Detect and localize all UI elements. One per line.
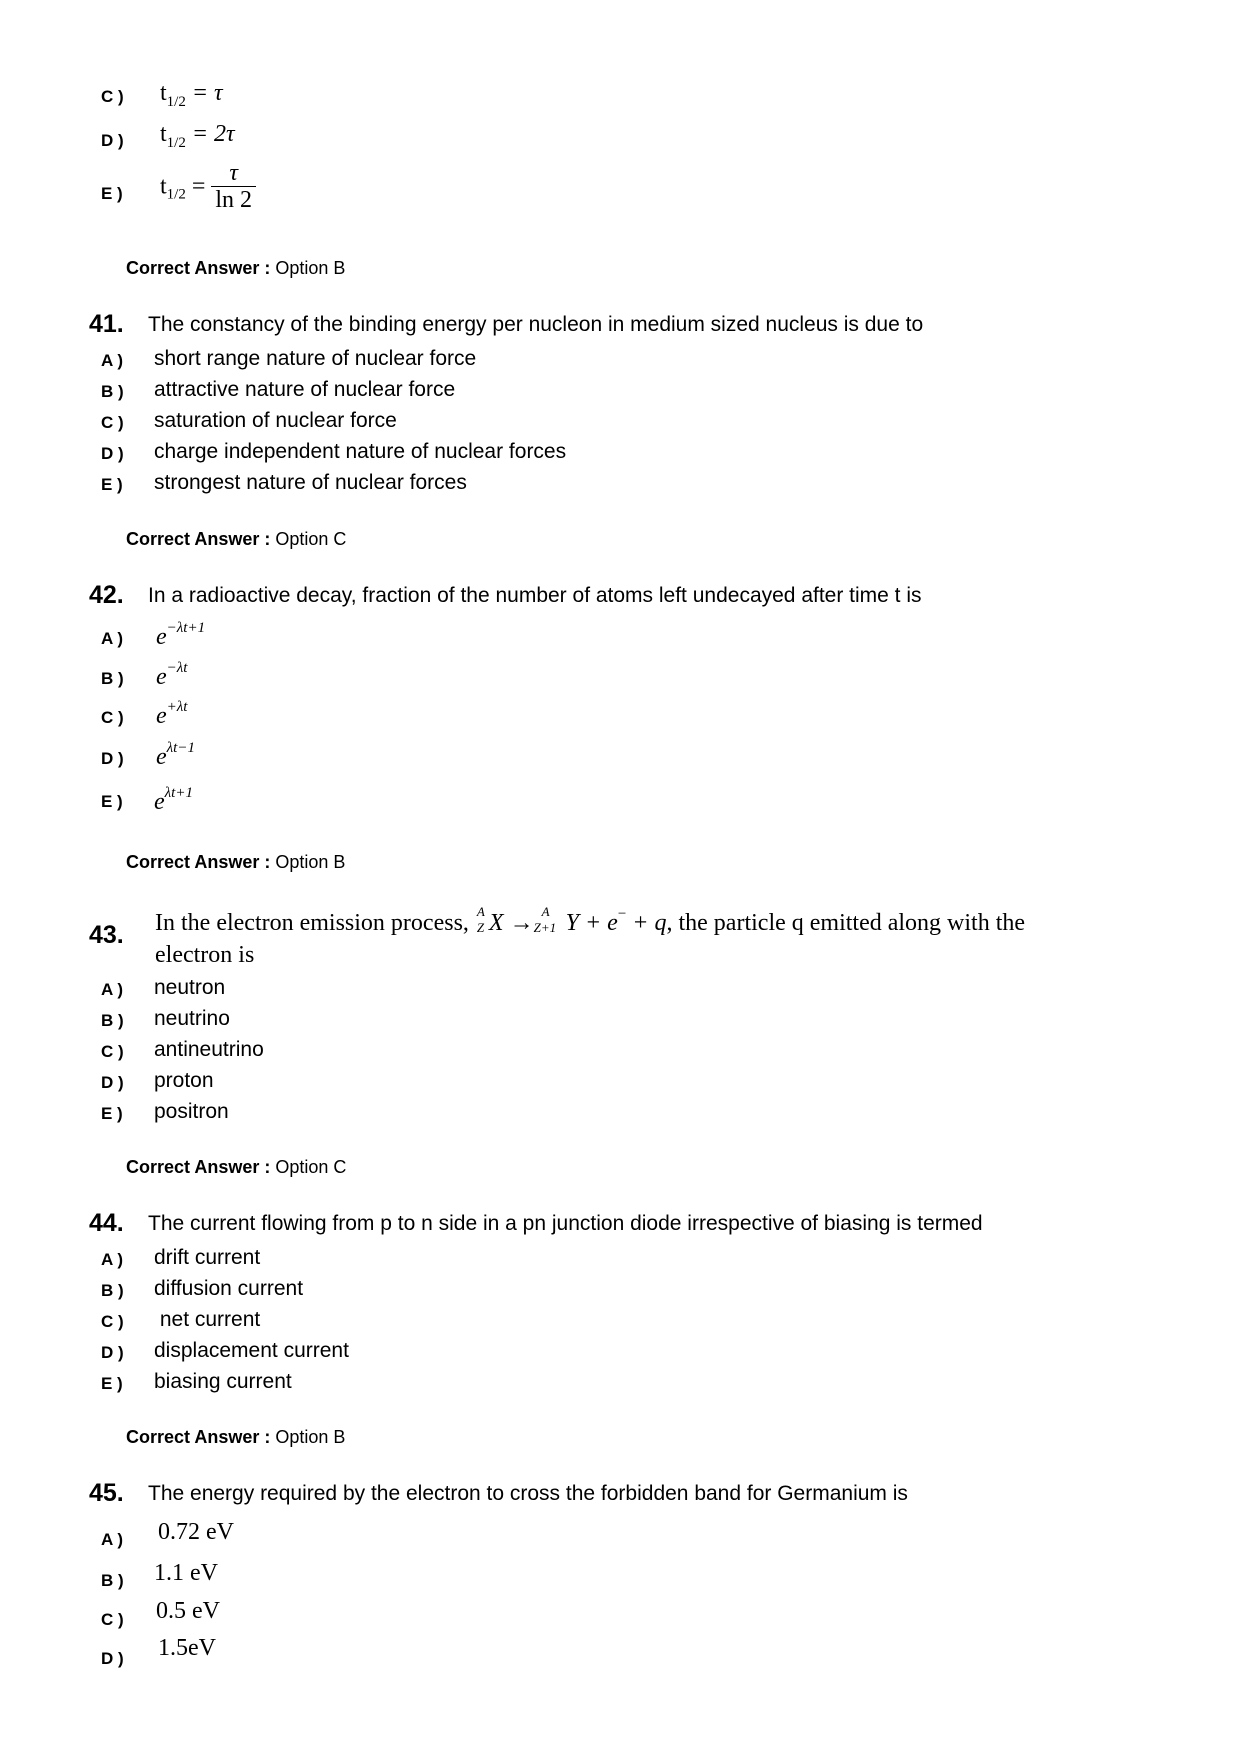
question-text-line2: electron is — [155, 942, 255, 968]
option-expression: $t_{1/2} = 2\tau$ — [160, 121, 235, 151]
option-letter: E ) — [101, 184, 123, 203]
option-letter: D ) — [101, 1649, 124, 1668]
option-expression: $t_{1/2} = \tau$ — [160, 80, 223, 110]
option-letter: A ) — [101, 980, 124, 999]
option-text: 0.72 eV — [158, 1519, 234, 1545]
option-letter: C ) — [101, 1610, 124, 1629]
correct-answer: Correct Answer : Option B — [126, 1427, 346, 1447]
option-letter: D ) — [101, 444, 124, 463]
option-letter: A ) — [101, 351, 124, 370]
option-expression: $e^{+\lambda t}$ — [156, 699, 188, 729]
question-number: 45. — [89, 1479, 124, 1507]
question-text: The current flowing from p to n side in a pn junction diode irrespective of biasing is termed — [148, 1212, 983, 1235]
option-letter: A ) — [101, 1530, 124, 1549]
option-text: drift current — [154, 1246, 261, 1269]
option-expression: $t_{1/2}$ = $\frac{\tau}{\ln 2}$ — [160, 160, 256, 214]
option-letter: D ) — [101, 131, 124, 150]
option-expression: $e^{-\lambda t}$ — [156, 660, 188, 690]
option-text: 0.5 eV — [156, 1598, 220, 1624]
option-letter: A ) — [101, 1250, 124, 1269]
correct-answer: Correct Answer : Option B — [126, 852, 346, 872]
question-text: The energy required by the electron to cross the forbidden band for Germanium is — [148, 1482, 908, 1505]
option-letter: B ) — [101, 382, 124, 401]
option-expression: $e^{\lambda t+1}$ — [154, 785, 193, 815]
option-letter: B ) — [101, 1011, 124, 1030]
option-text: charge independent nature of nuclear forces — [154, 440, 567, 463]
option-letter: A ) — [101, 629, 124, 648]
option-letter: B ) — [101, 669, 124, 688]
option-letter: C ) — [101, 87, 124, 106]
option-text: short range nature of nuclear force — [154, 347, 477, 370]
option-letter: B ) — [101, 1281, 124, 1300]
option-text: strongest nature of nuclear forces — [154, 471, 467, 494]
correct-answer: Correct Answer : Option C — [126, 1157, 347, 1177]
option-letter: C ) — [101, 1312, 124, 1331]
option-letter: E ) — [101, 475, 123, 494]
option-text: 1.1 eV — [154, 1560, 218, 1586]
correct-answer: Correct Answer : Option C — [126, 529, 347, 549]
question-text: In the electron emission process, A Z X → A Z+1 Y + e− + q, the particle q emitted along with the — [155, 904, 1026, 936]
option-text: neutrino — [154, 1007, 230, 1030]
question-number: 42. — [89, 581, 124, 609]
correct-answer: Correct Answer : Option B — [126, 258, 346, 278]
option-letter: E ) — [101, 792, 123, 811]
option-letter: D ) — [101, 749, 124, 768]
option-expression: $e^{\lambda t-1}$ — [156, 740, 195, 770]
option-text: net current — [154, 1308, 261, 1331]
option-text: 1.5eV — [158, 1635, 216, 1661]
option-letter: D ) — [101, 1343, 124, 1362]
option-text: attractive nature of nuclear force — [154, 378, 456, 401]
option-letter: C ) — [101, 1042, 124, 1061]
option-expression: $e^{-\lambda t+1}$ — [156, 620, 206, 650]
option-text: biasing current — [154, 1370, 292, 1393]
option-letter: C ) — [101, 708, 124, 727]
option-letter: B ) — [101, 1571, 124, 1590]
option-letter: C ) — [101, 413, 124, 432]
question-number: 44. — [89, 1209, 124, 1237]
option-letter: D ) — [101, 1073, 124, 1092]
option-text: antineutrino — [154, 1038, 264, 1061]
fraction: $\frac{\tau}{\ln 2}$ — [211, 160, 256, 214]
question-text: The constancy of the binding energy per nucleon in medium sized nucleus is due to — [148, 313, 924, 336]
question-text: In a radioactive decay, fraction of the number of atoms left undecayed after time t is — [148, 584, 922, 607]
option-letter: E ) — [101, 1374, 123, 1393]
option-text: displacement current — [154, 1339, 349, 1362]
option-text: diffusion current — [154, 1277, 304, 1300]
question-number: 41. — [89, 310, 124, 338]
option-text: saturation of nuclear force — [154, 409, 397, 432]
option-text: proton — [154, 1069, 214, 1092]
question-number: 43. — [89, 921, 124, 949]
option-text: positron — [154, 1100, 229, 1123]
option-text: neutron — [154, 976, 226, 999]
option-letter: E ) — [101, 1104, 123, 1123]
